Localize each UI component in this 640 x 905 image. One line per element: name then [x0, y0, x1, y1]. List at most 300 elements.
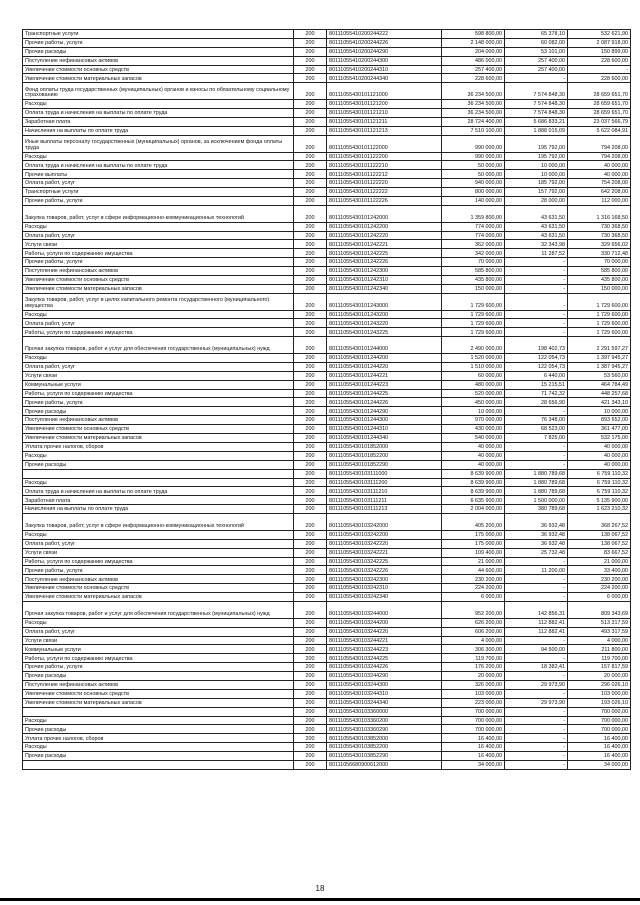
table-row — [23, 752, 631, 761]
row-budget-code-cell: 80111055430101244223 — [327, 380, 442, 389]
row-budget-code-cell: 80111055430101242226 — [327, 258, 442, 267]
row-approved-cell: 16 400,00 — [442, 752, 505, 761]
row-name-cell: Прочие расходы — [23, 672, 294, 681]
table-row — [23, 743, 631, 752]
row-approved-cell: 36 234 500,00 — [442, 109, 505, 118]
row-unexecuted-cell: 224 200,00 — [568, 584, 631, 593]
row-budget-code-cell: 80111055430103852000 — [327, 734, 442, 743]
row-line-code-cell: 200 — [294, 275, 327, 284]
row-line-code-cell: 200 — [294, 566, 327, 575]
row-line-code-cell: 200 — [294, 407, 327, 416]
row-approved-cell: 306 300,00 — [442, 645, 505, 654]
row-budget-code-cell: 80111055430103360290 — [327, 725, 442, 734]
table-row — [23, 618, 631, 627]
row-approved-cell: 40 000,00 — [442, 442, 505, 451]
row-approved-cell: 990 000,00 — [442, 152, 505, 161]
row-name-cell: Заработная плата — [23, 117, 294, 126]
row-executed-cell: - — [505, 258, 568, 267]
table-row — [23, 398, 631, 407]
row-approved-cell: 1 359 800,00 — [442, 205, 505, 222]
row-approved-cell: 1 729 600,00 — [442, 310, 505, 319]
row-executed-cell: 15 215,51 — [505, 380, 568, 389]
table-row — [23, 681, 631, 690]
row-approved-cell: 598 800,00 — [442, 30, 505, 39]
row-line-code-cell: 200 — [294, 258, 327, 267]
row-budget-code-cell: 80111055430101244200 — [327, 354, 442, 363]
row-name-cell: Увеличение стоимости материальных запасов — [23, 434, 294, 443]
row-executed-cell: 185 792,00 — [505, 179, 568, 188]
row-approved-cell: 990 000,00 — [442, 135, 505, 152]
row-executed-cell: - — [505, 734, 568, 743]
row-line-code-cell: 200 — [294, 188, 327, 197]
row-budget-code-cell: 80111055430103852290 — [327, 752, 442, 761]
row-line-code-cell: 200 — [294, 337, 327, 354]
row-budget-code-cell: 80111055430103360200 — [327, 716, 442, 725]
row-name-cell: Увеличение стоимости материальных запасов — [23, 698, 294, 707]
table-row — [23, 478, 631, 487]
table-row — [23, 126, 631, 135]
row-unexecuted-cell: 16 400,00 — [568, 734, 631, 743]
row-executed-cell: 36 932,48 — [505, 514, 568, 531]
row-name-cell: Увеличение стоимости основных средств — [23, 65, 294, 74]
row-approved-cell: 700 000,00 — [442, 707, 505, 716]
row-name-cell: Увеличение стоимости основных средств — [23, 584, 294, 593]
table-row — [23, 74, 631, 83]
table-row — [23, 469, 631, 478]
table-row — [23, 487, 631, 496]
row-line-code-cell: 200 — [294, 56, 327, 65]
row-name-cell: Прочие расходы — [23, 460, 294, 469]
row-line-code-cell: 200 — [294, 328, 327, 337]
table-row — [23, 65, 631, 74]
row-approved-cell: 257 400,00 — [442, 65, 505, 74]
row-name-cell: Оплата работ, услуг — [23, 319, 294, 328]
row-unexecuted-cell: 794 208,00 — [568, 152, 631, 161]
row-unexecuted-cell: 228 600,00 — [568, 56, 631, 65]
row-executed-cell: 1 500 000,00 — [505, 496, 568, 505]
row-budget-code-cell: 80111055430103242220 — [327, 539, 442, 548]
row-approved-cell: 230 200,00 — [442, 575, 505, 584]
row-budget-code-cell: 80111055430103242340 — [327, 593, 442, 602]
row-unexecuted-cell: 16 400,00 — [568, 752, 631, 761]
row-line-code-cell: 200 — [294, 425, 327, 434]
row-line-code-cell: 200 — [294, 100, 327, 109]
row-line-code-cell: 200 — [294, 222, 327, 231]
row-line-code-cell: 200 — [294, 663, 327, 672]
row-approved-cell: 8 639 900,00 — [442, 487, 505, 496]
row-budget-code-cell: 80111055430103242310 — [327, 584, 442, 593]
row-executed-cell: - — [505, 267, 568, 276]
row-approved-cell: 606 200,00 — [442, 627, 505, 636]
row-executed-cell: 18 382,41 — [505, 663, 568, 672]
row-executed-cell: 142 856,31 — [505, 601, 568, 618]
row-unexecuted-cell: 2 291 597,27 — [568, 337, 631, 354]
row-executed-cell: - — [505, 654, 568, 663]
row-approved-cell: 20 000,00 — [442, 672, 505, 681]
row-line-code-cell: 200 — [294, 362, 327, 371]
row-executed-cell: 36 932,48 — [505, 530, 568, 539]
row-approved-cell: 176 200,00 — [442, 663, 505, 672]
row-line-code-cell: 200 — [294, 354, 327, 363]
table-row — [23, 725, 631, 734]
row-line-code-cell: 200 — [294, 460, 327, 469]
row-approved-cell: 1 729 600,00 — [442, 293, 505, 310]
table-row — [23, 548, 631, 557]
row-name-cell: Закупка товаров, работ, услуг в сфере информационно-коммуникационных технологий — [23, 205, 294, 222]
row-unexecuted-cell: 532 621,90 — [568, 30, 631, 39]
row-name-cell: Уплата прочих налогов, сборов — [23, 442, 294, 451]
row-line-code-cell: 200 — [294, 627, 327, 636]
row-budget-code-cell: 80111055430101121000 — [327, 83, 442, 100]
row-budget-code-cell: 80111055410200244340 — [327, 74, 442, 83]
row-executed-cell: - — [505, 584, 568, 593]
row-unexecuted-cell: 228 600,00 — [568, 74, 631, 83]
row-line-code-cell: 200 — [294, 496, 327, 505]
row-executed-cell: 25 732,48 — [505, 548, 568, 557]
row-unexecuted-cell: 83 667,52 — [568, 548, 631, 557]
row-line-code-cell: 200 — [294, 30, 327, 39]
row-budget-code-cell: 80111055430103242225 — [327, 557, 442, 566]
row-name-cell: Заработная плата — [23, 496, 294, 505]
row-executed-cell: 5 686 833,21 — [505, 117, 568, 126]
table-row — [23, 627, 631, 636]
row-budget-code-cell: 80111055430103111211 — [327, 496, 442, 505]
table-row — [23, 734, 631, 743]
row-executed-cell: - — [505, 451, 568, 460]
row-name-cell: Начисления на выплаты по оплате труда — [23, 505, 294, 514]
row-unexecuted-cell: 16 400,00 — [568, 743, 631, 752]
table-row — [23, 222, 631, 231]
row-executed-cell: - — [505, 752, 568, 761]
table-row — [23, 362, 631, 371]
row-unexecuted-cell: 464 784,49 — [568, 380, 631, 389]
row-executed-cell: 1 888 015,09 — [505, 126, 568, 135]
row-unexecuted-cell: 1 729 600,00 — [568, 293, 631, 310]
row-unexecuted-cell: 6 000,00 — [568, 593, 631, 602]
row-executed-cell: 1 880 789,68 — [505, 487, 568, 496]
row-budget-code-cell: 80111055430103244200 — [327, 618, 442, 627]
row-name-cell: Прочие работы, услуги — [23, 196, 294, 205]
row-executed-cell: 198 402,73 — [505, 337, 568, 354]
row-unexecuted-cell: 4 000,00 — [568, 636, 631, 645]
row-line-code-cell: 200 — [294, 371, 327, 380]
row-approved-cell: 223 000,00 — [442, 698, 505, 707]
row-budget-code-cell: 80111055430103242000 — [327, 514, 442, 531]
row-executed-cell: 7 574 848,30 — [505, 100, 568, 109]
row-unexecuted-cell: 40 000,00 — [568, 442, 631, 451]
row-budget-code-cell: 80111055430101121200 — [327, 100, 442, 109]
row-budget-code-cell: 80111055430101122220 — [327, 179, 442, 188]
table-row — [23, 593, 631, 602]
row-unexecuted-cell: 700 000,00 — [568, 725, 631, 734]
row-name-cell: Расходы — [23, 310, 294, 319]
table-row — [23, 188, 631, 197]
row-unexecuted-cell: 20 000,00 — [568, 672, 631, 681]
row-approved-cell: 540 000,00 — [442, 434, 505, 443]
row-unexecuted-cell: 5 135 900,00 — [568, 496, 631, 505]
row-unexecuted-cell: 40 000,00 — [568, 170, 631, 179]
row-executed-cell: - — [505, 557, 568, 566]
row-budget-code-cell: 80111055430101242310 — [327, 275, 442, 284]
row-executed-cell: 7 574 848,30 — [505, 109, 568, 118]
row-executed-cell: - — [505, 761, 568, 770]
row-approved-cell: 103 000,00 — [442, 689, 505, 698]
row-executed-cell: 94 500,00 — [505, 645, 568, 654]
row-unexecuted-cell: 1 316 168,50 — [568, 205, 631, 222]
row-unexecuted-cell: 642 208,00 — [568, 188, 631, 197]
row-executed-cell: 380 789,68 — [505, 505, 568, 514]
row-budget-code-cell: 80111055430101121211 — [327, 117, 442, 126]
row-budget-code-cell: 80111055430101122000 — [327, 135, 442, 152]
row-budget-code-cell: 80111055430101242225 — [327, 249, 442, 258]
row-executed-cell: 195 792,00 — [505, 152, 568, 161]
row-name-cell: Услуги связи — [23, 548, 294, 557]
row-budget-code-cell: 80111055430103852200 — [327, 743, 442, 752]
row-executed-cell: - — [505, 442, 568, 451]
row-approved-cell: 2 004 000,00 — [442, 505, 505, 514]
row-name-cell: Работы, услуги по содержанию имущества — [23, 654, 294, 663]
row-executed-cell: 1 880 789,68 — [505, 478, 568, 487]
row-name-cell: Поступление нефинансовых активов — [23, 681, 294, 690]
row-approved-cell: 774 000,00 — [442, 222, 505, 231]
row-budget-code-cell: 80111055410200244310 — [327, 65, 442, 74]
row-executed-cell: 43 631,50 — [505, 222, 568, 231]
row-unexecuted-cell: 893 652,00 — [568, 416, 631, 425]
row-name-cell: Работы, услуги по содержанию имущества — [23, 557, 294, 566]
row-name-cell: Прочая закупка товаров, работ и услуг для обеспечения государственных (муниципальных) нужд — [23, 337, 294, 354]
row-line-code-cell: 200 — [294, 681, 327, 690]
row-unexecuted-cell: 329 656,02 — [568, 240, 631, 249]
row-line-code-cell: 200 — [294, 548, 327, 557]
row-name-cell: Оплата работ, услуг — [23, 179, 294, 188]
row-name-cell: Прочая закупка товаров, работ и услуг для обеспечения государственных (муниципальных) нужд — [23, 601, 294, 618]
row-line-code-cell: 200 — [294, 478, 327, 487]
row-line-code-cell: 200 — [294, 152, 327, 161]
row-approved-cell: 1 520 000,00 — [442, 354, 505, 363]
row-executed-cell: - — [505, 293, 568, 310]
row-line-code-cell: 200 — [294, 743, 327, 752]
row-budget-code-cell: 80111055430101852000 — [327, 442, 442, 451]
row-name-cell: Прочие работы, услуги — [23, 566, 294, 575]
row-budget-code-cell: 80111055430101122212 — [327, 170, 442, 179]
table-row — [23, 328, 631, 337]
row-budget-code-cell: 80111055430103244300 — [327, 681, 442, 690]
row-approved-cell: 175 000,00 — [442, 539, 505, 548]
row-unexecuted-cell: 435 800,00 — [568, 275, 631, 284]
row-budget-code-cell: 80111055430103244221 — [327, 636, 442, 645]
row-name-cell: Услуги связи — [23, 636, 294, 645]
table-row — [23, 566, 631, 575]
row-executed-cell: - — [505, 716, 568, 725]
row-budget-code-cell: 80111055430101243225 — [327, 328, 442, 337]
budget-table-body — [23, 30, 631, 770]
row-executed-cell: 7 574 848,30 — [505, 83, 568, 100]
row-unexecuted-cell: 23 037 566,79 — [568, 117, 631, 126]
row-approved-cell: 204 000,00 — [442, 47, 505, 56]
row-approved-cell: 450 000,00 — [442, 398, 505, 407]
row-name-cell — [23, 761, 294, 770]
row-approved-cell: 435 800,00 — [442, 275, 505, 284]
row-approved-cell: 626 200,00 — [442, 618, 505, 627]
row-approved-cell: 700 000,00 — [442, 716, 505, 725]
row-approved-cell: 1 510 000,00 — [442, 362, 505, 371]
table-row — [23, 231, 631, 240]
table-row — [23, 275, 631, 284]
row-budget-code-cell: 80111055430101244221 — [327, 371, 442, 380]
row-budget-code-cell: 80111055430101244300 — [327, 416, 442, 425]
row-unexecuted-cell: 119 700,00 — [568, 654, 631, 663]
row-approved-cell: 2 490 000,00 — [442, 337, 505, 354]
row-budget-code-cell: 80111055430103244000 — [327, 601, 442, 618]
row-executed-cell: - — [505, 460, 568, 469]
row-name-cell: Расходы — [23, 716, 294, 725]
row-line-code-cell: 200 — [294, 38, 327, 47]
row-executed-cell: - — [505, 407, 568, 416]
row-executed-cell: 29 973,90 — [505, 681, 568, 690]
row-name-cell: Начисления на выплаты по оплате труда — [23, 126, 294, 135]
row-budget-code-cell: 80111055430101242221 — [327, 240, 442, 249]
row-name-cell — [23, 469, 294, 478]
row-approved-cell: 6 635 900,00 — [442, 496, 505, 505]
row-budget-code-cell: 80111055430103111000 — [327, 469, 442, 478]
row-name-cell: Расходы — [23, 530, 294, 539]
table-row — [23, 161, 631, 170]
row-unexecuted-cell: 1 729 600,00 — [568, 328, 631, 337]
row-unexecuted-cell: 754 208,00 — [568, 179, 631, 188]
row-line-code-cell: 200 — [294, 575, 327, 584]
row-unexecuted-cell: 53 560,00 — [568, 371, 631, 380]
row-line-code-cell: 200 — [294, 389, 327, 398]
row-approved-cell: 21 000,00 — [442, 557, 505, 566]
table-row — [23, 319, 631, 328]
row-approved-cell: 800 000,00 — [442, 188, 505, 197]
row-unexecuted-cell: 1 729 600,00 — [568, 310, 631, 319]
row-budget-code-cell: 80111055430101122210 — [327, 161, 442, 170]
row-name-cell: Увеличение стоимости материальных запасов — [23, 74, 294, 83]
row-name-cell: Оплата работ, услуг — [23, 362, 294, 371]
row-budget-code-cell: 80111055430101242000 — [327, 205, 442, 222]
row-name-cell: Прочие работы, услуги — [23, 38, 294, 47]
row-unexecuted-cell: 730 368,50 — [568, 231, 631, 240]
row-budget-code-cell: 80111055430101242220 — [327, 231, 442, 240]
table-row — [23, 135, 631, 152]
row-name-cell: Работы, услуги по содержанию имущества — [23, 389, 294, 398]
row-line-code-cell: 200 — [294, 689, 327, 698]
row-unexecuted-cell: 28 659 651,70 — [568, 100, 631, 109]
row-executed-cell: 7 825,00 — [505, 434, 568, 443]
row-line-code-cell: 200 — [294, 319, 327, 328]
row-executed-cell: - — [505, 310, 568, 319]
row-line-code-cell: 200 — [294, 240, 327, 249]
row-executed-cell: 112 882,41 — [505, 618, 568, 627]
row-line-code-cell: 200 — [294, 469, 327, 478]
row-line-code-cell: 200 — [294, 707, 327, 716]
row-unexecuted-cell: 112 000,00 — [568, 196, 631, 205]
row-name-cell: Прочие расходы — [23, 47, 294, 56]
row-line-code-cell: 200 — [294, 584, 327, 593]
row-unexecuted-cell: 585 800,00 — [568, 267, 631, 276]
row-budget-code-cell: 80111055430101243200 — [327, 310, 442, 319]
row-budget-code-cell: 80111055430103360000 — [327, 707, 442, 716]
table-row — [23, 460, 631, 469]
row-executed-cell: 11 200,00 — [505, 566, 568, 575]
row-line-code-cell: 200 — [294, 654, 327, 663]
row-approved-cell: 224 200,00 — [442, 584, 505, 593]
row-name-cell: Прочие расходы — [23, 407, 294, 416]
row-unexecuted-cell: 513 317,59 — [568, 618, 631, 627]
row-line-code-cell: 200 — [294, 65, 327, 74]
row-name-cell: Расходы — [23, 222, 294, 231]
budget-execution-table — [22, 29, 631, 770]
row-executed-cell: - — [505, 743, 568, 752]
row-line-code-cell: 200 — [294, 451, 327, 460]
row-budget-code-cell: 80111055430101121210 — [327, 109, 442, 118]
row-unexecuted-cell: 809 343,69 — [568, 601, 631, 618]
row-approved-cell: 774 000,00 — [442, 231, 505, 240]
row-executed-cell: - — [505, 319, 568, 328]
row-budget-code-cell: 80111055430103244310 — [327, 689, 442, 698]
row-budget-code-cell: 80111055430103111213 — [327, 505, 442, 514]
row-executed-cell: 1 880 789,68 — [505, 469, 568, 478]
row-budget-code-cell: 80111055430101244000 — [327, 337, 442, 354]
row-executed-cell: 65 378,10 — [505, 30, 568, 39]
row-name-cell: Оплата труда и начисления на выплаты по оплате труда — [23, 487, 294, 496]
row-name-cell: Услуги связи — [23, 371, 294, 380]
table-row — [23, 496, 631, 505]
row-line-code-cell: 200 — [294, 487, 327, 496]
row-unexecuted-cell: 730 368,50 — [568, 222, 631, 231]
row-executed-cell: 10 000,00 — [505, 161, 568, 170]
table-row — [23, 575, 631, 584]
table-row — [23, 557, 631, 566]
row-budget-code-cell: 80111056680900612000 — [327, 761, 442, 770]
row-budget-code-cell: 80111055430101244340 — [327, 434, 442, 443]
page-number: 18 — [315, 884, 325, 893]
table-row — [23, 389, 631, 398]
table-row — [23, 645, 631, 654]
row-executed-cell: 36 932,48 — [505, 539, 568, 548]
row-unexecuted-cell: 1 397 945,27 — [568, 354, 631, 363]
row-approved-cell: 362 000,00 — [442, 240, 505, 249]
row-unexecuted-cell: 421 343,10 — [568, 398, 631, 407]
row-approved-cell: 8 639 900,00 — [442, 469, 505, 478]
row-executed-cell: - — [505, 725, 568, 734]
table-row — [23, 30, 631, 39]
row-budget-code-cell: 80111055430103244226 — [327, 663, 442, 672]
row-unexecuted-cell: 1 387 945,27 — [568, 362, 631, 371]
row-name-cell: Оплата работ, услуг — [23, 539, 294, 548]
row-executed-cell: - — [505, 328, 568, 337]
row-name-cell: Уплата прочих налогов, сборов — [23, 734, 294, 743]
row-unexecuted-cell: 28 659 651,70 — [568, 109, 631, 118]
row-name-cell: Увеличение стоимости материальных запасов — [23, 284, 294, 293]
row-executed-cell: 53 101,00 — [505, 47, 568, 56]
row-budget-code-cell: 80111055430103244340 — [327, 698, 442, 707]
bottom-rule — [0, 898, 640, 901]
row-line-code-cell: 200 — [294, 725, 327, 734]
row-budget-code-cell: 80111055430101242300 — [327, 267, 442, 276]
row-budget-code-cell: 80111055430101122200 — [327, 152, 442, 161]
row-unexecuted-cell: 700 000,00 — [568, 707, 631, 716]
row-unexecuted-cell: 6 759 110,32 — [568, 487, 631, 496]
row-name-cell: Увеличение стоимости основных средств — [23, 689, 294, 698]
row-name-cell: Увеличение стоимости материальных запасов — [23, 593, 294, 602]
row-executed-cell: 257 400,00 — [505, 56, 568, 65]
table-row — [23, 249, 631, 258]
row-approved-cell: 28 724 400,00 — [442, 117, 505, 126]
table-row — [23, 707, 631, 716]
row-name-cell: Расходы — [23, 478, 294, 487]
